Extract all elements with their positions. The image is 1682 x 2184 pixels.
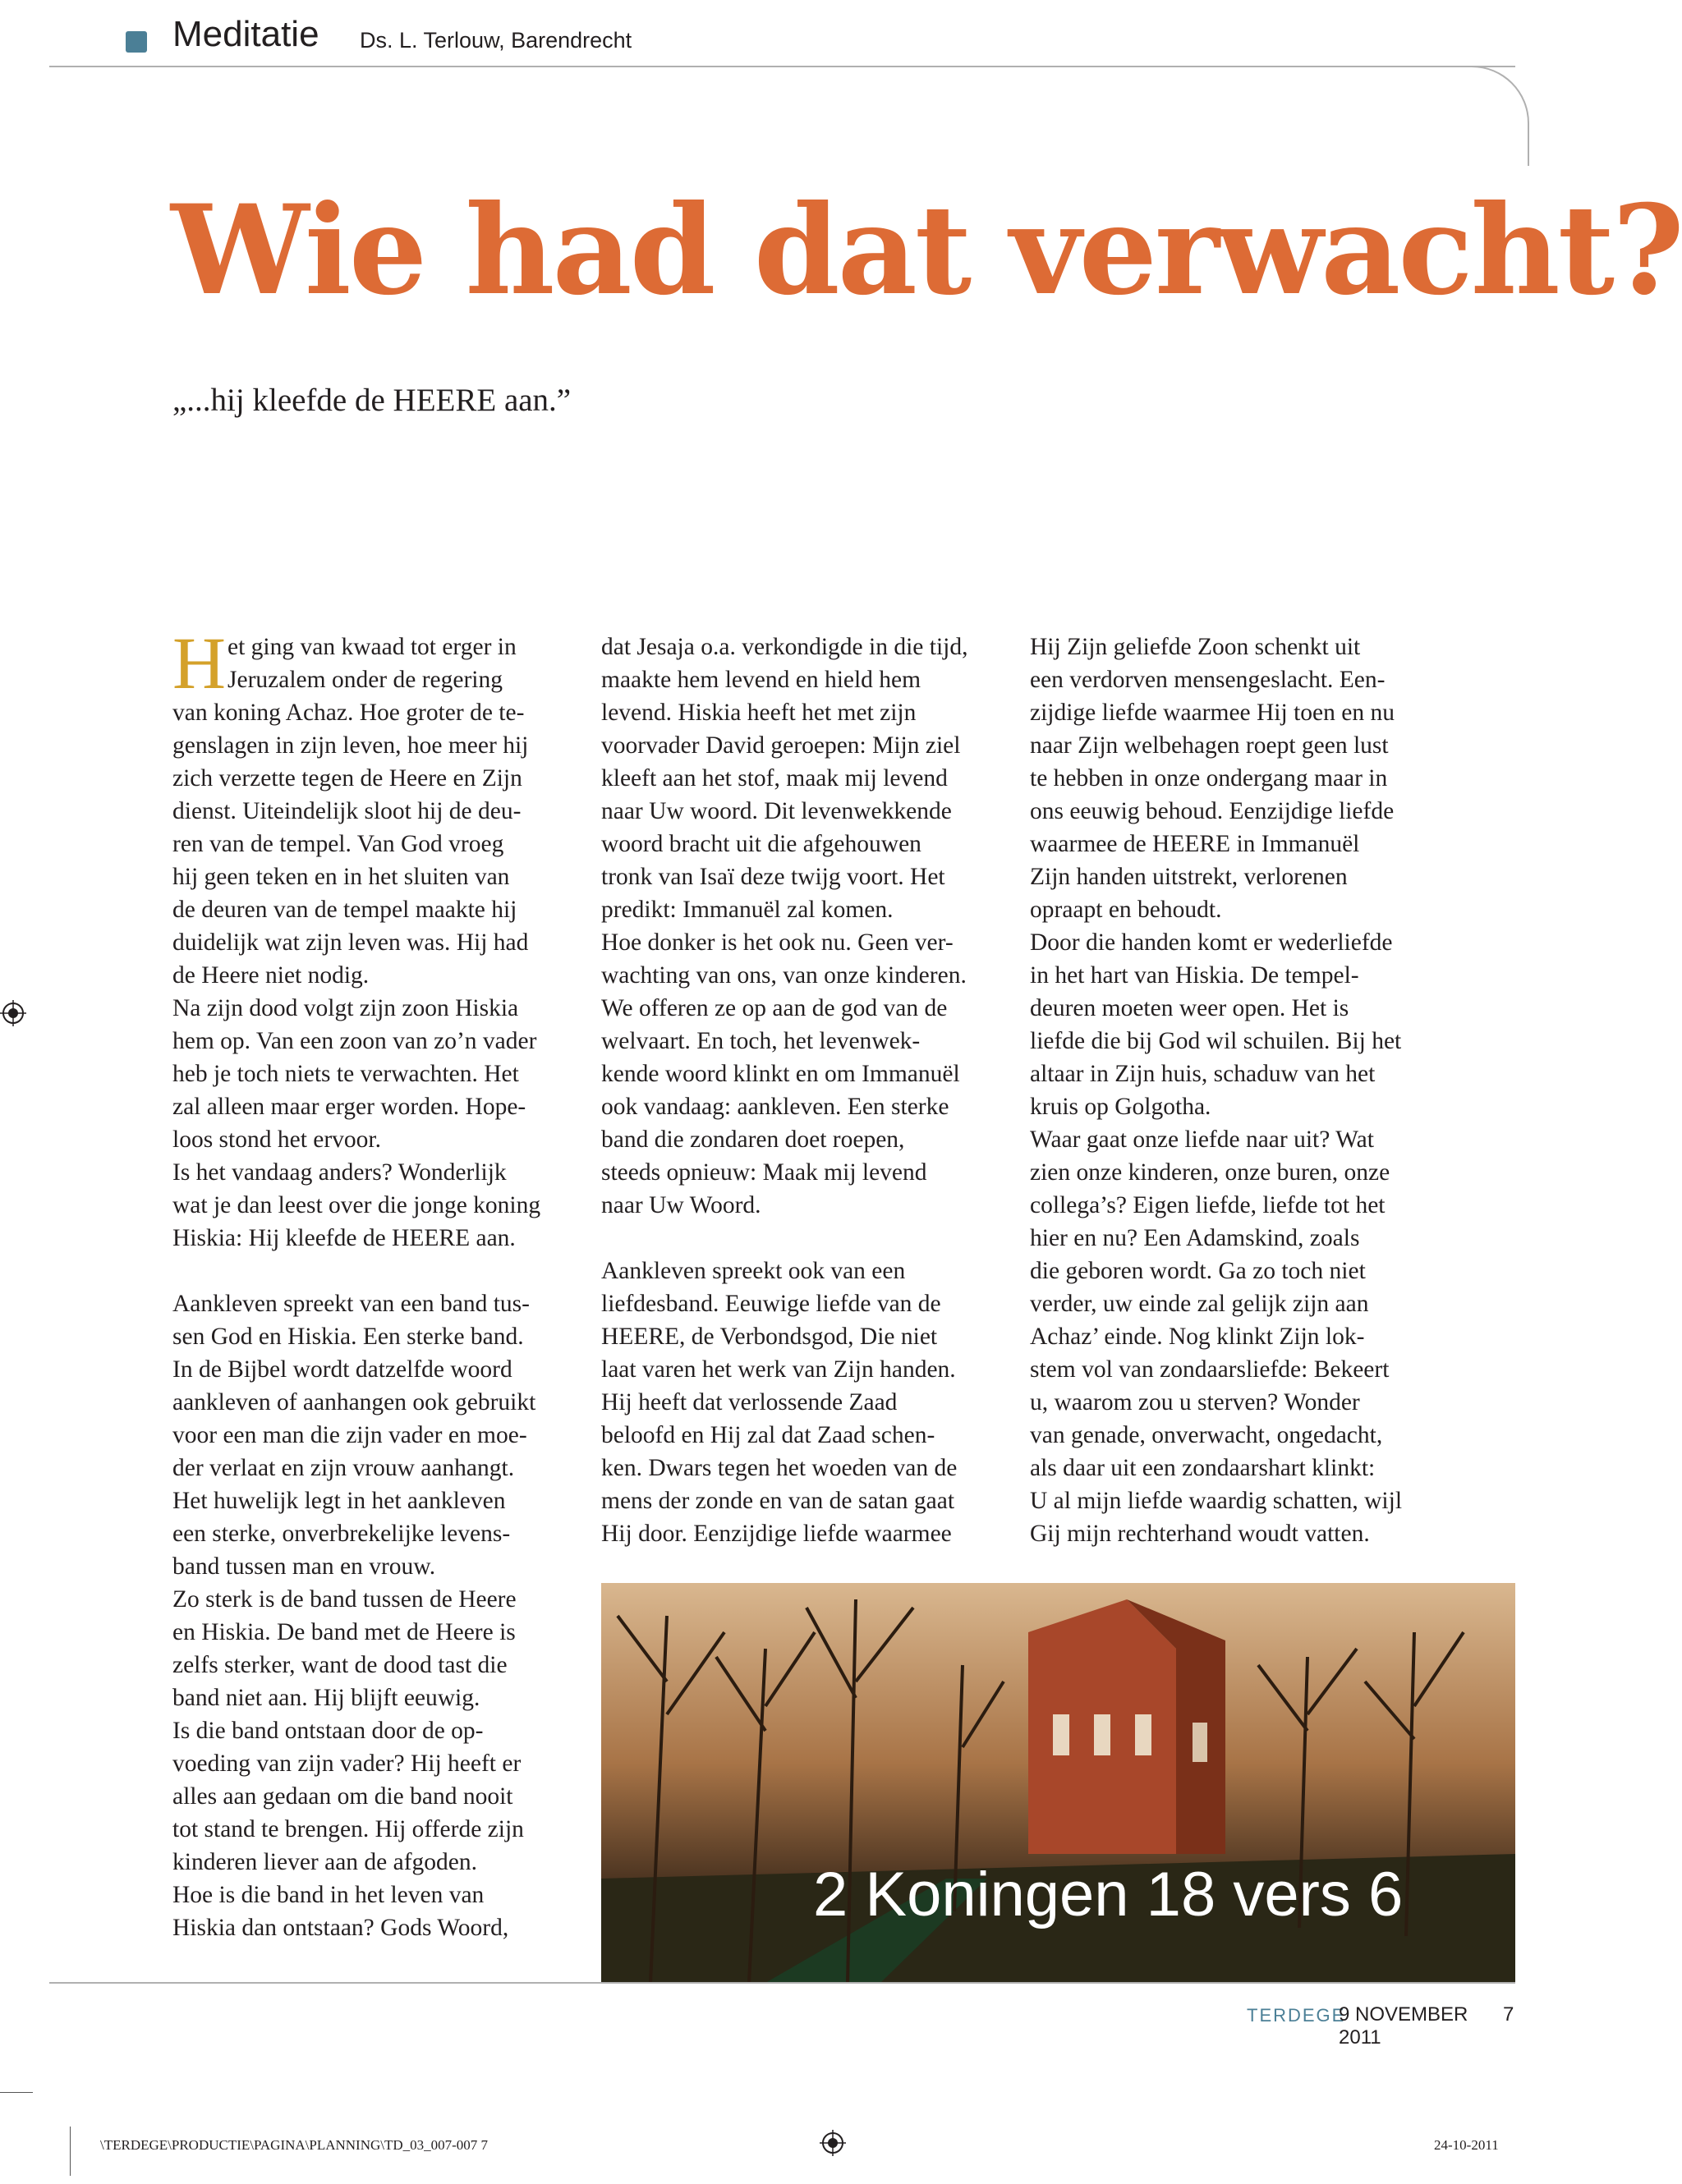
body-line: duidelijk wat zijn leven was. Hij had <box>172 929 529 956</box>
body-line: Waar gaat onze liefde naar uit? Wat <box>1030 1126 1374 1153</box>
article-subtitle: „...hij kleefde de HEERE aan.” <box>172 383 572 418</box>
body-line: naar Uw woord. Dit levenwekkende <box>601 798 952 824</box>
body-line: laat varen het werk van Zijn handen. <box>601 1356 956 1383</box>
body-line: Na zijn dood volgt zijn zoon Hiskia <box>172 995 519 1021</box>
section-marker <box>126 31 147 53</box>
body-line: welvaart. En toch, het levenwek- <box>601 1028 921 1054</box>
section-label: Meditatie <box>172 14 319 54</box>
body-line: een sterke, onverbrekelijke levens- <box>172 1521 511 1547</box>
body-line: te hebben in onze ondergang maar in <box>1030 765 1388 791</box>
body-line: et ging van kwaad tot erger in <box>227 634 517 660</box>
body-line: liefdesband. Eeuwige liefde van de <box>601 1291 941 1317</box>
crop-mark <box>0 2092 33 2093</box>
body-line: Hij door. Eenzijdige liefde waarmee <box>601 1521 952 1547</box>
body-line: hier en nu? Een Adamskind, zoals <box>1030 1225 1360 1251</box>
body-line: band tussen man en vrouw. <box>172 1553 436 1580</box>
body-line: Zo sterk is de band tussen de Heere <box>172 1586 517 1613</box>
body-line: deuren moeten weer open. Het is <box>1030 995 1349 1021</box>
body-line: stem vol van zondaarsliefde: Bekeert <box>1030 1356 1390 1383</box>
body-line: alles aan gedaan om die band nooit <box>172 1783 513 1810</box>
body-line: Het huwelijk legt in het aankleven <box>172 1488 506 1514</box>
body-line <box>601 1222 1004 1255</box>
body-line: verder, uw einde zal gelijk zijn aan <box>1030 1291 1369 1317</box>
body-line: een verdorven mensengeslacht. Een- <box>1030 667 1386 693</box>
body-line: hij geen teken en in het sluiten van <box>172 864 510 890</box>
body-line: Aankleven spreekt van een band tus- <box>172 1291 530 1317</box>
body-line: wat je dan leest over die jonge koning <box>172 1192 541 1218</box>
slug-date: 24-10-2011 <box>1434 2137 1499 2153</box>
footer-rule <box>49 1982 1515 1984</box>
body-line: zijdige liefde waarmee Hij toen en nu <box>1030 700 1395 726</box>
slug-path: \TERDEGE\PRODUCTIE\PAGINA\PLANNING\TD_03_007-007 7 <box>100 2137 489 2153</box>
body-line: Hij Zijn geliefde Zoon schenkt uit <box>1030 634 1361 660</box>
body-line: die geboren wordt. Ga zo toch niet <box>1030 1258 1366 1284</box>
body-line: en Hiskia. De band met de Heere is <box>172 1619 516 1645</box>
body-line: liefde die bij God wil schuilen. Bij het <box>1030 1028 1402 1054</box>
body-line: van genade, onverwacht, ongedacht, <box>1030 1422 1383 1448</box>
body-line: mens der zonde en van de satan gaat <box>601 1488 955 1514</box>
body-line: hem op. Van een zoon van zo’n vader <box>172 1028 537 1054</box>
body-column-3 <box>1030 631 1445 1550</box>
body-line: u, waarom zou u sterven? Wonder <box>1030 1389 1360 1415</box>
body-line: ons eeuwig behoud. Eenzijdige liefde <box>1030 798 1395 824</box>
body-line: altaar in Zijn huis, schaduw van het <box>1030 1061 1376 1087</box>
body-line: voeding van zijn vader? Hij heeft er <box>172 1750 522 1777</box>
body-line: Hij heeft dat verlossende Zaad <box>601 1389 898 1415</box>
body-line: heb je toch niets te verwachten. Het <box>172 1061 519 1087</box>
body-line: kende woord klinkt en om Immanuël <box>601 1061 960 1087</box>
body-line: Hoe is die band in het leven van <box>172 1882 485 1908</box>
footer-date: 9 NOVEMBER 2011 <box>1339 2003 1468 2049</box>
body-column-2 <box>601 631 1004 1550</box>
body-line: Hoe donker is het ook nu. Geen ver- <box>601 929 954 956</box>
body-line: dienst. Uiteindelijk sloot hij de deu- <box>172 798 522 824</box>
body-line: Door die handen komt er wederliefde <box>1030 929 1393 956</box>
photo-caption: 2 Koningen 18 vers 6 <box>813 1860 1404 1929</box>
body-line: Hiskia dan ontstaan? Gods Woord, <box>172 1915 509 1941</box>
body-line: maakte hem levend en hield hem <box>601 667 921 693</box>
body-line: HEERE, de Verbondsgod, Die niet <box>601 1324 938 1350</box>
body-line: Is het vandaag anders? Wonderlijk <box>172 1159 507 1186</box>
body-line: Zijn handen uitstrekt, verlorenen <box>1030 864 1348 890</box>
body-line: aankleven of aanhangen ook gebruikt <box>172 1389 536 1415</box>
body-line: band niet aan. Hij blijft eeuwig. <box>172 1685 480 1711</box>
body-line: wachting van ons, van onze kinderen. <box>601 962 967 989</box>
body-line: naar Zijn welbehagen roept geen lust <box>1030 732 1389 759</box>
body-line: levend. Hiskia heeft het met zijn <box>601 700 917 726</box>
body-line: kinderen liever aan de afgoden. <box>172 1849 478 1875</box>
body-line: Gij mijn rechterhand woudt vatten. <box>1030 1521 1370 1547</box>
body-column-1 <box>172 623 567 1944</box>
body-line: We offeren ze op aan de god van de <box>601 995 948 1021</box>
body-line: waarmee de HEERE in Immanuël <box>1030 831 1360 857</box>
body-line: tronk van Isaï deze twijg voort. Het <box>601 864 945 890</box>
body-line: Achaz’ einde. Nog klinkt Zijn lok- <box>1030 1324 1365 1350</box>
article-title: Wie had dat verwacht? <box>171 178 1682 323</box>
body-line: voorvader David geroepen: Mijn ziel <box>601 732 961 759</box>
body-line: zien onze kinderen, onze buren, onze <box>1030 1159 1390 1186</box>
header-corner-curve <box>1454 66 1529 166</box>
body-line: in het hart van Hiskia. De tempel- <box>1030 962 1359 989</box>
body-line: beloofd en Hij zal dat Zaad schen- <box>601 1422 935 1448</box>
body-line: ken. Dwars tegen het woeden van de <box>601 1455 958 1481</box>
drop-cap: H <box>172 623 226 704</box>
body-line: de Heere niet nodig. <box>172 962 370 989</box>
body-line: ren van de tempel. Van God vroeg <box>172 831 504 857</box>
body-line: band die zondaren doet roepen, <box>601 1126 905 1153</box>
body-line <box>172 1255 567 1287</box>
church-photo <box>601 1583 1515 1983</box>
body-line: tot stand te brengen. Hij offerde zijn <box>172 1816 524 1842</box>
body-line: steeds opnieuw: Maak mij levend <box>601 1159 927 1186</box>
body-line: dat Jesaja o.a. verkondigde in die tijd, <box>601 634 968 660</box>
body-line: de deuren van de tempel maakte hij <box>172 897 517 923</box>
body-line: zich verzette tegen de Heere en Zijn <box>172 765 522 791</box>
body-line: Is die band ontstaan door de op- <box>172 1718 484 1744</box>
body-line: U al mijn liefde waardig schatten, wijl <box>1030 1488 1403 1514</box>
body-line: Jeruzalem onder de regering <box>227 667 503 693</box>
body-line: van koning Achaz. Hoe groter de te- <box>172 700 525 726</box>
page-number: 7 <box>1503 2003 1514 2026</box>
footer-brand: TERDEGE <box>1247 2005 1346 2026</box>
body-line: zelfs sterker, want de dood tast die <box>172 1652 508 1678</box>
body-line: collega’s? Eigen liefde, liefde tot het <box>1030 1192 1386 1218</box>
body-line: als daar uit een zondaarshart klinkt: <box>1030 1455 1376 1481</box>
body-line: opraapt en behoudt. <box>1030 897 1222 923</box>
body-line: ook vandaag: aankleven. Een sterke <box>601 1094 949 1120</box>
body-line: Hiskia: Hij kleefde de HEERE aan. <box>172 1225 516 1251</box>
body-line: loos stond het ervoor. <box>172 1126 382 1153</box>
body-line: der verlaat en zijn vrouw aanhangt. <box>172 1455 515 1481</box>
body-line: kleeft aan het stof, maak mij levend <box>601 765 948 791</box>
body-line: voor een man die zijn vader en moe- <box>172 1422 527 1448</box>
registration-mark-icon <box>820 2130 846 2156</box>
crop-mark <box>70 2127 71 2176</box>
body-line: zal alleen maar erger worden. Hope- <box>172 1094 526 1120</box>
body-line: genslagen in zijn leven, hoe meer hij <box>172 732 529 759</box>
registration-mark-icon <box>0 1000 26 1026</box>
body-line: predikt: Immanuël zal komen. <box>601 897 894 923</box>
body-line: kruis op Golgotha. <box>1030 1094 1211 1120</box>
body-line: Aankleven spreekt ook van een <box>601 1258 906 1284</box>
body-line: sen God en Hiskia. Een sterke band. <box>172 1324 524 1350</box>
body-line: woord bracht uit die afgehouwen <box>601 831 921 857</box>
body-line: In de Bijbel wordt datzelfde woord <box>172 1356 512 1383</box>
header-rule <box>49 66 1515 67</box>
author-line: Ds. L. Terlouw, Barendrecht <box>360 28 632 53</box>
body-line: naar Uw Woord. <box>601 1192 761 1218</box>
